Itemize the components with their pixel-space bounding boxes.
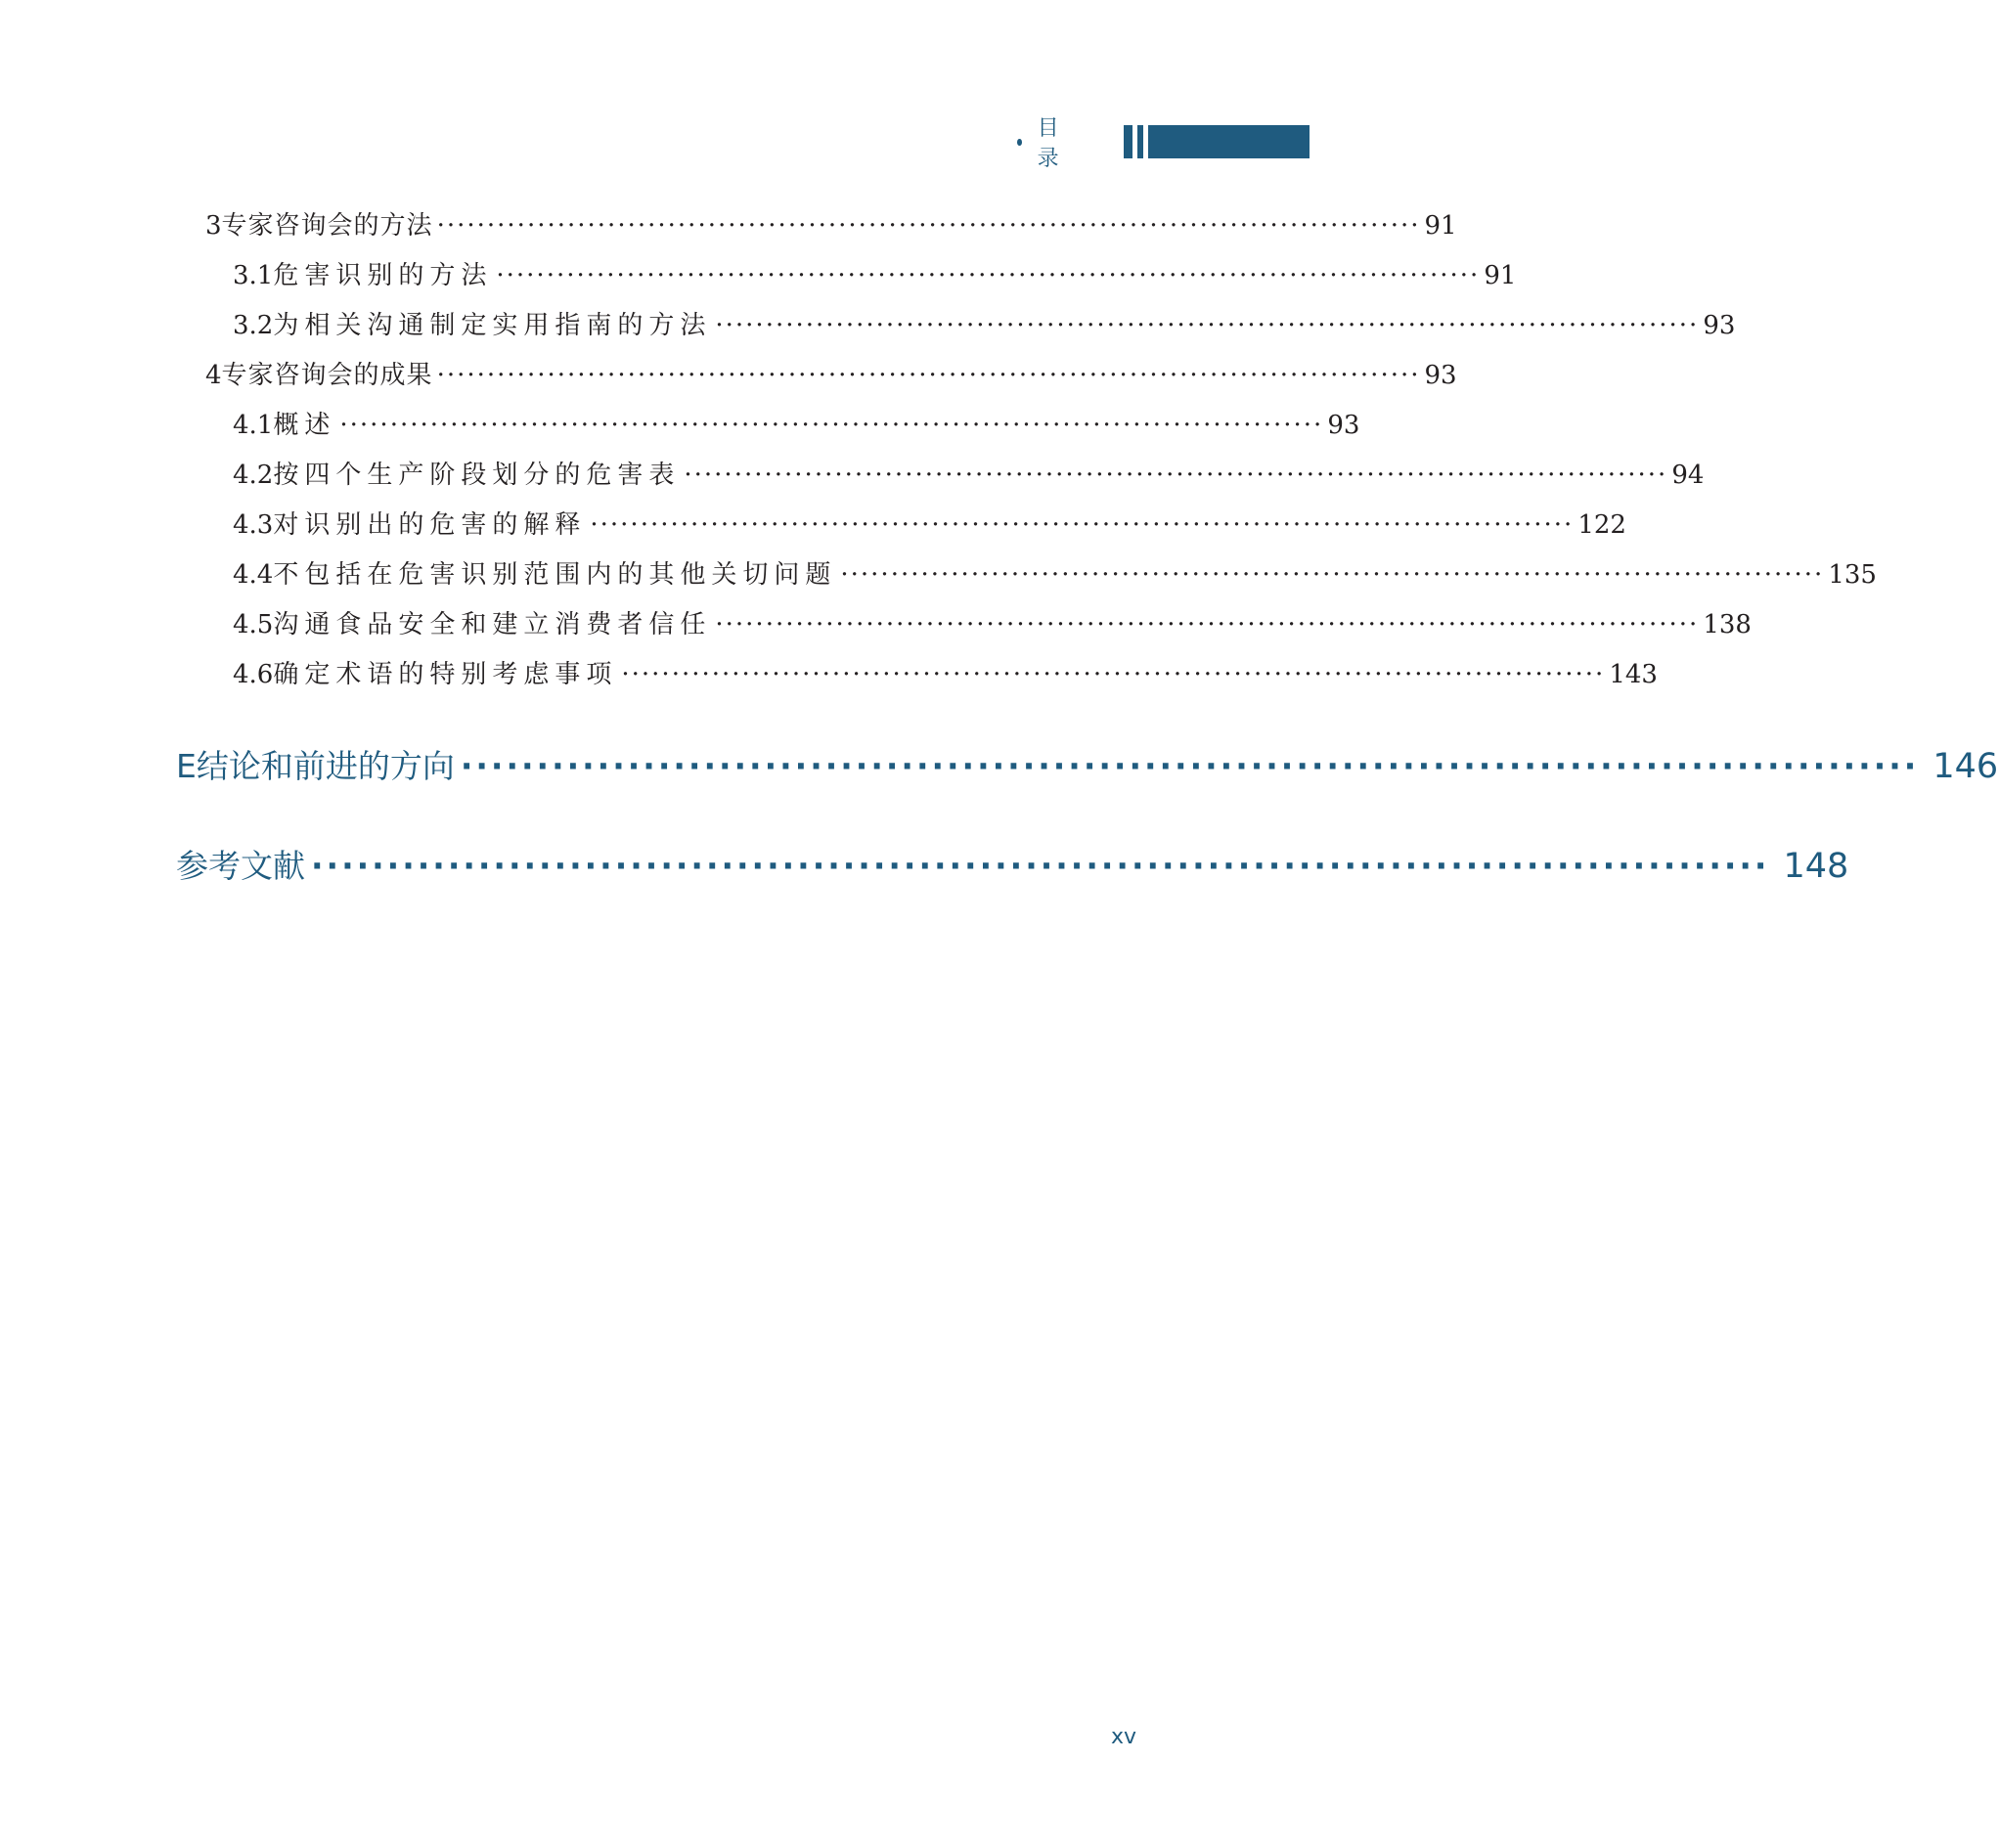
running-header: [1017, 116, 1310, 171]
toc-entry-number: 4.1: [233, 411, 274, 440]
toc-entry-number: 4.5: [233, 610, 274, 639]
dot-leader: ································································································: [460, 747, 1920, 785]
dot-leader: ································································································: [311, 847, 1770, 885]
toc-entry-page: 122: [1577, 510, 1626, 540]
toc-entry-number: 4.4: [233, 560, 274, 590]
toc-entry-number: 4.2: [233, 461, 274, 490]
toc-section-references[interactable]: [176, 841, 1849, 887]
toc-entry[interactable]: [205, 205, 1457, 242]
dot-leader: ··································································································: [840, 560, 1825, 590]
toc-entry-label: 不包括在危害识别范围内的其他关切问题: [273, 560, 837, 590]
toc-entry-label: 对识别出的危害的解释: [273, 510, 587, 540]
toc-entry-label: 专家咨询会的成果: [221, 361, 433, 390]
bullet-icon: [1017, 139, 1022, 146]
toc-entry[interactable]: [233, 455, 1705, 491]
toc-entry[interactable]: [233, 305, 1736, 341]
toc-entry-page: 94: [1671, 461, 1705, 490]
toc-entry[interactable]: [233, 255, 1517, 291]
toc-entry-number: 4.6: [233, 660, 274, 689]
toc-section-page: 148: [1783, 847, 1849, 886]
toc-section-label: 结论和前进的方向: [196, 747, 455, 785]
dot-leader: ··································································································: [436, 361, 1421, 390]
toc-entry-page: 93: [1424, 361, 1457, 390]
toc-entry-page: 135: [1828, 560, 1877, 590]
toc-entry-page: 91: [1424, 211, 1457, 241]
dot-leader: ··································································································: [621, 660, 1606, 689]
toc-entry-page: 138: [1703, 610, 1752, 639]
header-title: 目 录: [1037, 116, 1085, 171]
toc-section-label: 参考文献: [176, 847, 305, 885]
toc-entry-page: 93: [1327, 411, 1360, 440]
toc-entry-page: 93: [1703, 311, 1736, 340]
toc-entry-number: 3: [205, 211, 222, 241]
page-number: xv: [1111, 1725, 1137, 1749]
toc-entry[interactable]: [205, 355, 1457, 391]
toc-entry[interactable]: [233, 554, 1877, 591]
toc-entry-label: 沟通食品安全和建立消费者信任: [273, 610, 712, 639]
toc-entry-number: 3.1: [233, 261, 274, 290]
toc-section-letter: E: [176, 747, 197, 785]
toc-entry-page: 91: [1484, 261, 1517, 290]
toc-entry[interactable]: [233, 405, 1360, 441]
dot-leader: ··································································································: [590, 510, 1575, 540]
dot-leader: ··································································································: [684, 461, 1668, 490]
toc-entry[interactable]: [233, 505, 1626, 541]
dot-leader: ··································································································: [436, 211, 1421, 241]
toc-entry-number: 3.2: [233, 311, 274, 340]
toc-entry-label: 为相关沟通制定实用指南的方法: [273, 311, 712, 340]
toc-entry-label: 危害识别的方法: [273, 261, 493, 290]
header-bar-decoration: [1124, 125, 1310, 158]
toc-entry-page: 143: [1609, 660, 1658, 689]
toc-entry[interactable]: [233, 604, 1752, 640]
dot-leader: ··································································································: [339, 411, 1324, 440]
toc-entry-label: 概述: [273, 411, 336, 440]
toc-entry-label: 专家咨询会的方法: [221, 211, 433, 241]
toc-entry-number: 4.3: [233, 510, 274, 540]
toc-entry-number: 4: [205, 361, 222, 390]
toc-entry-label: 确定术语的特别考虑事项: [273, 660, 618, 689]
toc-entry[interactable]: [233, 654, 1658, 690]
toc-section-page: 146: [1932, 747, 1998, 786]
toc-entry-label: 按四个生产阶段划分的危害表: [273, 461, 681, 490]
dot-leader: ··································································································: [715, 610, 1700, 639]
toc-section-conclusion[interactable]: [176, 741, 1998, 787]
dot-leader: ··································································································: [496, 261, 1481, 290]
dot-leader: ··································································································: [715, 311, 1700, 340]
